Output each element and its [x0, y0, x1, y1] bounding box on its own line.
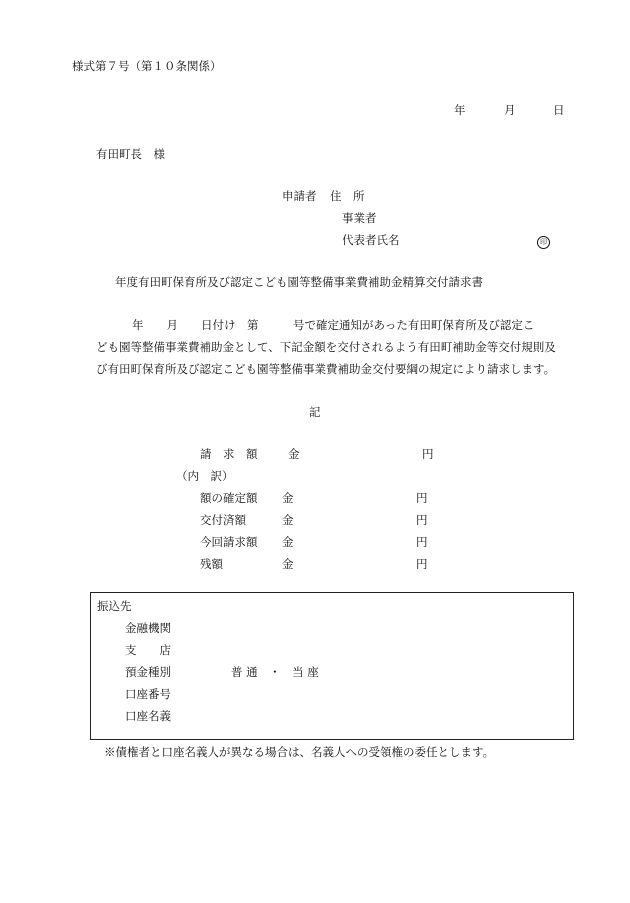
body-line-2: ども園等整備事業費補助金として、下記金額を交付されるよう有田町補助金等交付規則及 — [96, 340, 556, 354]
seal-icon: 印 — [537, 236, 550, 249]
branch-label: 支 店 — [125, 643, 171, 657]
breakdown-row-yen: 円 — [416, 491, 428, 505]
breakdown-label: （内 訳） — [176, 469, 234, 483]
date-year-label: 年 — [454, 103, 466, 117]
representative-label: 代表者氏名 — [342, 233, 400, 247]
seal-mark — [537, 233, 550, 249]
request-yen: 円 — [422, 447, 434, 461]
form-number: 様式第７号（第１０条関係） — [72, 59, 222, 73]
bank-transfer-box — [90, 592, 574, 740]
breakdown-row-currency: 金 — [282, 557, 294, 571]
breakdown-row-currency: 金 — [282, 491, 294, 505]
account-name-label: 口座名義 — [125, 709, 171, 723]
account-type-label: 預金種別 — [125, 665, 171, 679]
date-month-label: 月 — [504, 103, 516, 117]
footnote: ※債権者と口座名義人が異なる場合は、名義人への受領権の委任とします。 — [104, 745, 495, 759]
breakdown-row-currency: 金 — [282, 513, 294, 527]
breakdown-row-currency: 金 — [282, 535, 294, 549]
document-title: 年度有田町保育所及び認定こども園等整備事業費補助金精算交付請求書 — [115, 275, 483, 289]
request-currency: 金 — [288, 447, 300, 461]
address-label: 住 所 — [330, 189, 365, 203]
request-amount-label: 請 求 額 — [200, 447, 258, 461]
body-line-3: び有田町保育所及び認定こども園等整備事業費補助金交付要綱の規定により請求します。 — [96, 362, 556, 376]
breakdown-row-yen: 円 — [416, 557, 428, 571]
body-line-1: 年 月 日付け 第 号で確定通知があった有田町保育所及び認定こ — [132, 318, 535, 332]
breakdown-row-label: 残額 — [200, 557, 223, 571]
bank-section-label: 振込先 — [97, 599, 132, 613]
breakdown-row-yen: 円 — [416, 535, 428, 549]
ki-heading: 記 — [309, 405, 321, 419]
addressee: 有田町長 様 — [96, 147, 165, 161]
account-number-label: 口座番号 — [125, 687, 171, 701]
breakdown-row-label: 今回請求額 — [200, 535, 258, 549]
applicant-label: 申請者 — [282, 189, 317, 203]
date-day-label: 日 — [553, 103, 565, 117]
breakdown-row-label: 交付済額 — [200, 513, 246, 527]
breakdown-row-yen: 円 — [416, 513, 428, 527]
account-type-options: 普 通 ・ 当 座 — [231, 665, 319, 679]
institution-label: 金融機関 — [125, 621, 171, 635]
breakdown-row-label: 額の確定額 — [200, 491, 258, 505]
business-label: 事業者 — [342, 211, 377, 225]
